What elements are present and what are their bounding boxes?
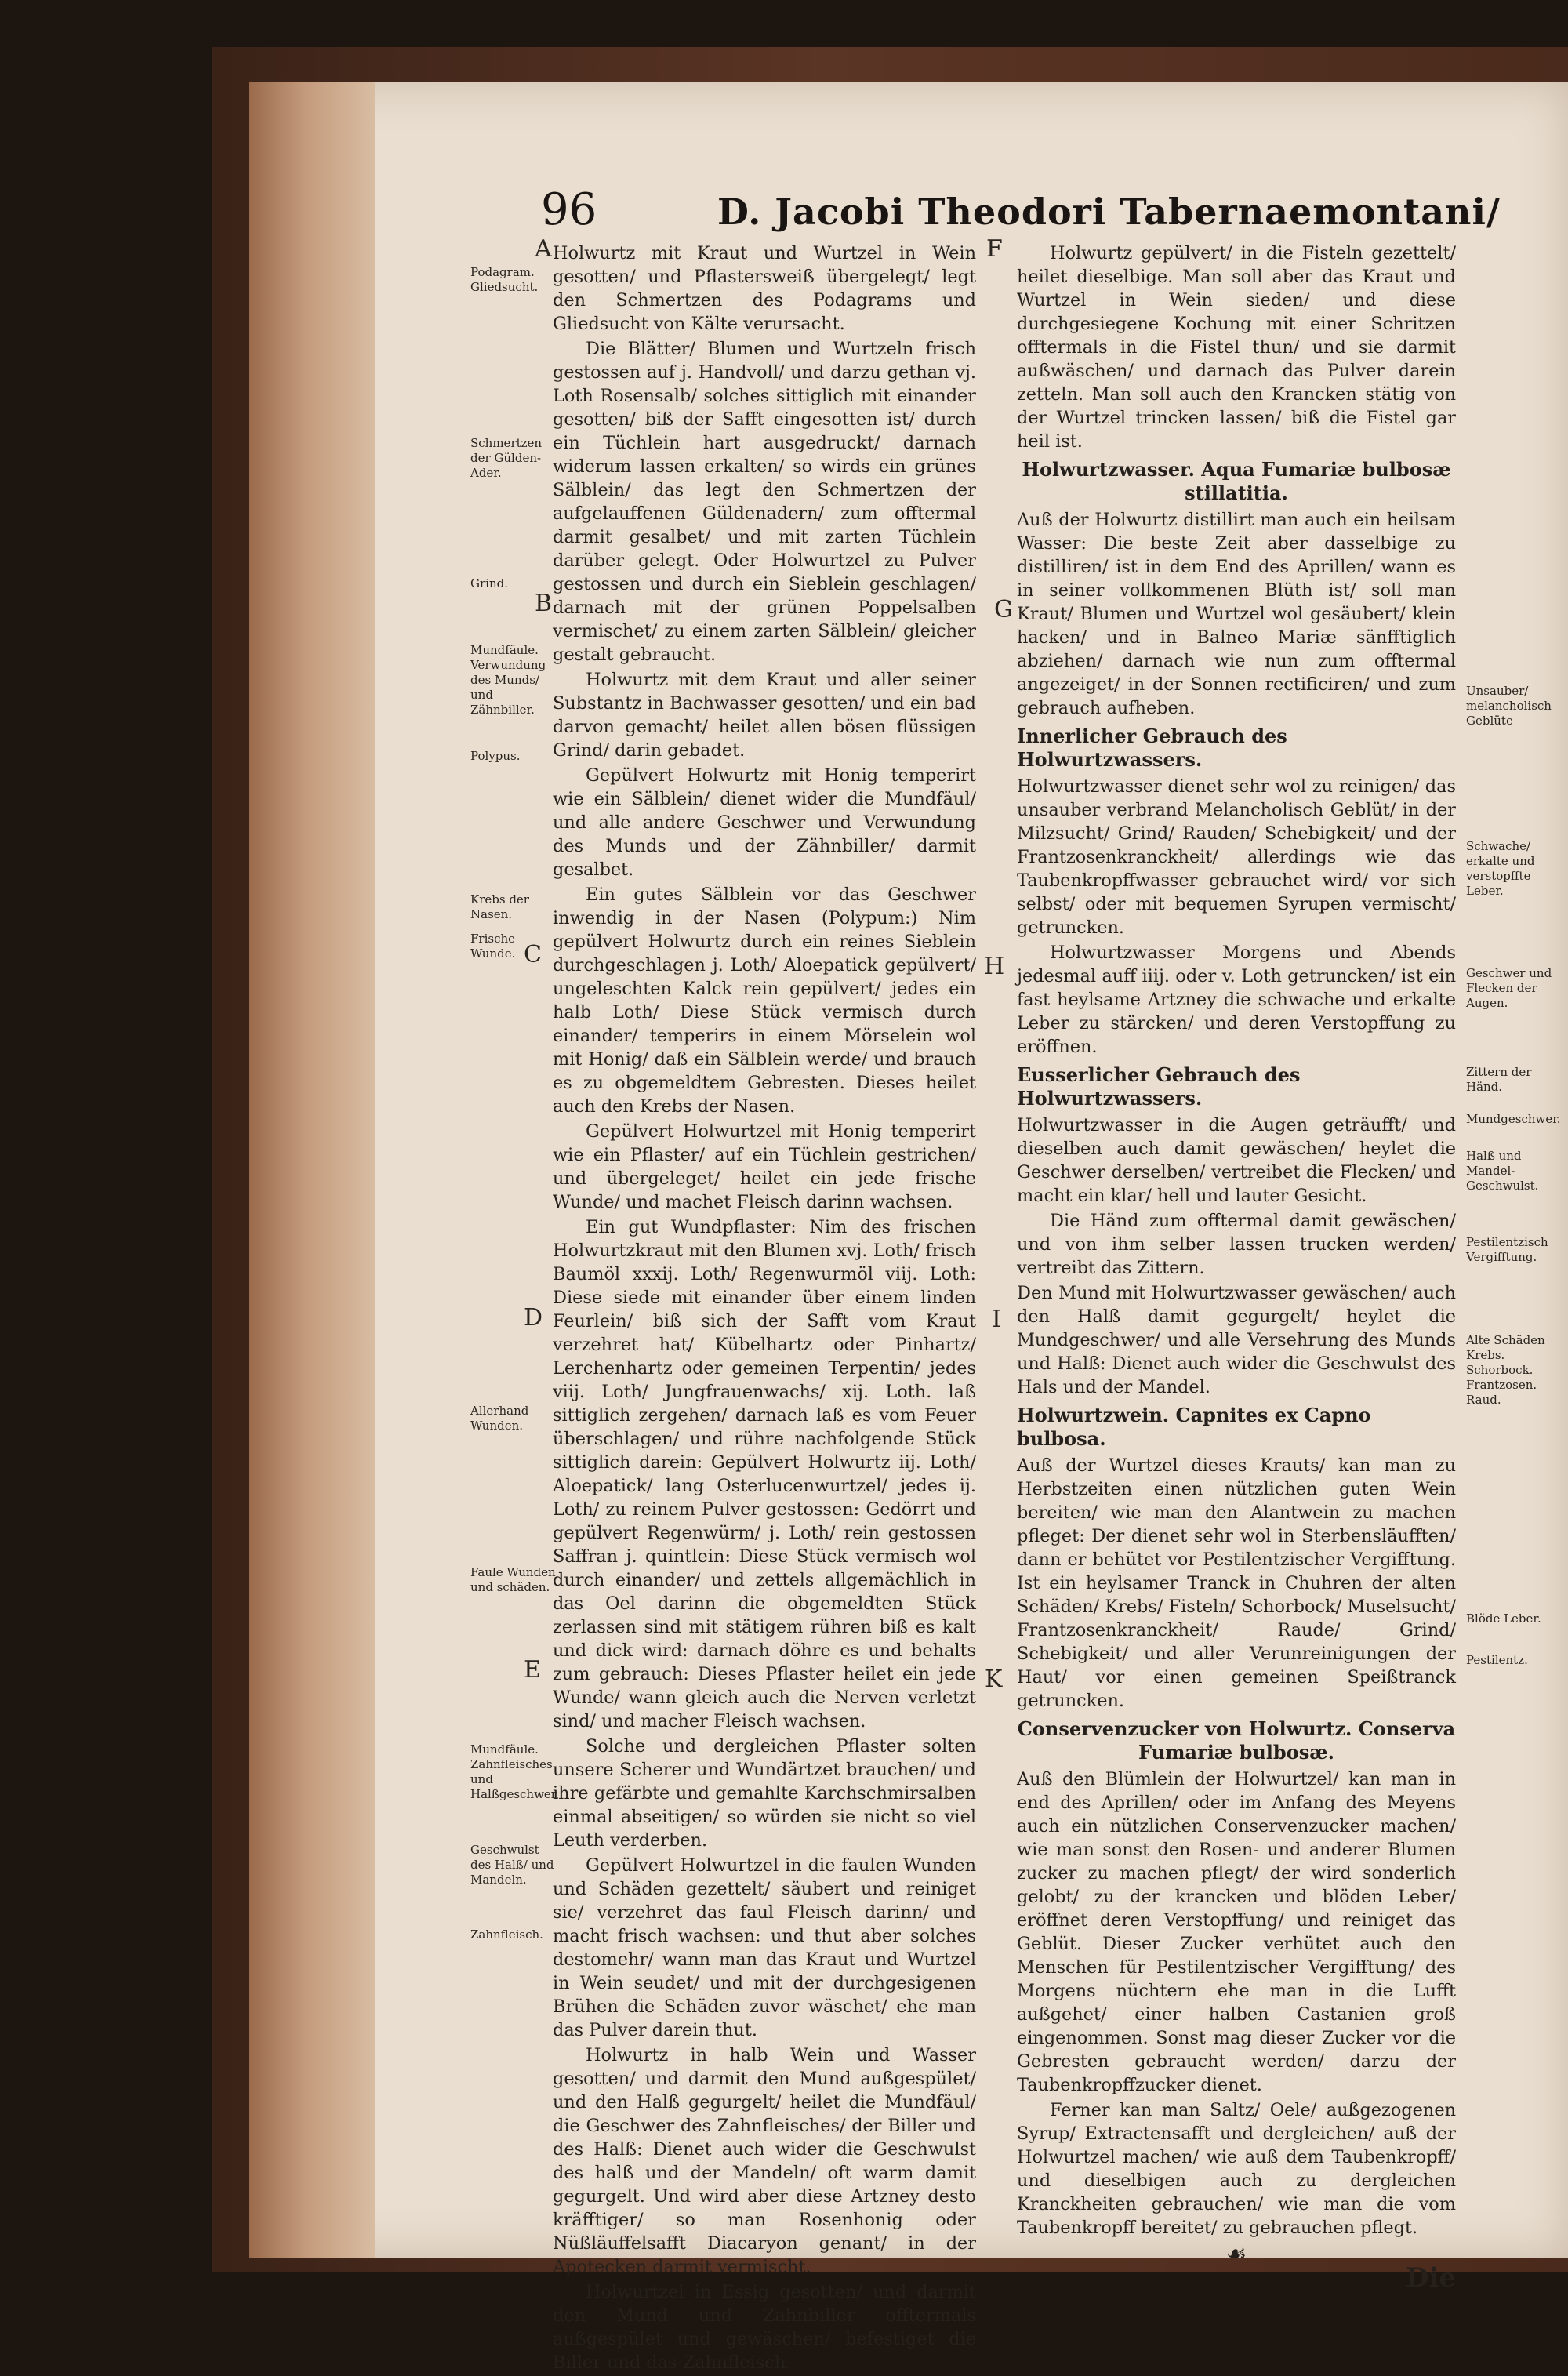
margin-note: Allerhand Wunden. — [470, 1404, 529, 1433]
paragraph: Holwurtz in halb Wein und Wasser gesotten/ und darmit den Mund außgespület/ und den Halß gegurgelt/ heilet die Mundfäul/ die Geschwer des Zahnfleisches/ der Biller und des Halß: Dienet auch wider die Geschwulst des halß und der Mandeln/ oft warm damit gegurgelt. Und wird aber diese Artzney desto kräfftiger/ so man Rosenhonig oder Nüßläuffelsafft Diacaryon genant/ in der Apotecken darmit vermischt. — [553, 2045, 976, 2277]
margin-note: Geschwulst des Halß/ und Mandeln. — [470, 1843, 554, 1887]
paragraph: Holwurtz mit dem Kraut und aller seiner Substantz in Bachwasser gesotten/ und ein bad darvon gemacht/ heilet allen bösen flüssigen Grind/ darin gebadet. — [553, 670, 976, 761]
section-letter-h: H — [984, 953, 1005, 980]
paragraph: Holwurtz gepülvert/ in die Fisteln gezettelt/ heilet dieselbige. Man soll aber das Kraut und Wurtzel in Wein sieden/ und diese durchgesiegene Kochung mit einer Schritzen offtermals in die Fistel thun/ und sie darmit außwäschen/ und darnach das Pulver darein zetteln. Man soll auch den Krancken stätig von der Wurtzel trincken lassen/ biß die Fistel gar heil ist. — [1017, 243, 1456, 452]
fleuron-ornament: ☙ — [1225, 2240, 1247, 2268]
margin-note: Zittern der Händ. — [1466, 1065, 1532, 1094]
margin-note: Alte Schäden Krebs. Schorbock. Frantzosen. Raud. — [1466, 1333, 1545, 1407]
paragraph: Holwurtz mit Kraut und Wurtzel in Wein gesotten/ und Pflastersweiß übergelegt/ legt den Schmertzen des Podagrams und Gliedsucht von Kälte verursacht. — [553, 243, 976, 334]
section-letter-i: I — [992, 1306, 1001, 1333]
margin-note: Frische Wunde. — [470, 932, 516, 961]
paragraph: Gepülvert Holwurtzel mit Honig temperirt wie ein Pflaster/ auf ein Tüchlein gestrichen/ und übergeleget/ heilet ein jede frische Wunde/ und machet Fleisch darinn wachsen. — [553, 1121, 976, 1212]
paragraph: Solche und dergleichen Pflaster solten unsere Scherer und Wundärtzet brauchen/ und ihre gefärbte und gemahlte Karchschmirsalben einmal abseitigen/ so würden sie nicht so viel Leuth verderben. — [553, 1736, 976, 1851]
section-heading: Conservenzucker von Holwurtz. Conserva Fumariæ bulbosæ. — [1017, 1717, 1456, 1764]
margin-note: Grind. — [470, 576, 508, 590]
margin-note: Blöde Leber. — [1466, 1611, 1541, 1626]
margin-note: Mundfäule. Verwundung des Munds/ und Zähnbiller. — [470, 643, 546, 717]
margin-note: Zahnfleisch. — [470, 1927, 543, 1942]
page-number: 96 — [541, 184, 597, 235]
running-title: D. Jacobi Theodori Tabernaemontani/ — [717, 191, 1501, 233]
paragraph: Holwurtzwasser dienet sehr wol zu reinigen/ das unsauber verbrand Melancholisch Geblüt/ in der Milzsucht/ Grind/ Rauden/ Schebigkeit/ und der Frantzosenkranckheit/ allerdings wie das Taubenkropffwasser gebrauchet wird/ vor sich selbst/ oder mit bequemen Syrupen vermischt/ getruncken. — [1017, 776, 1456, 938]
margin-note: Unsauber/ melancholisch Geblüte — [1466, 684, 1552, 728]
section-letter-d: D — [524, 1304, 543, 1332]
paragraph: Holwurtzwasser Morgens und Abends jedesmal auff iiij. oder v. Loth getruncken/ ist ein fast heylsame Artzney die schwache und erkalte Leber zu stärcken/ und deren Verstopffung zu eröffnen. — [1017, 943, 1456, 1057]
margin-note: Krebs der Nasen. — [470, 892, 529, 921]
section-letter-g: G — [994, 596, 1013, 623]
paragraph: Den Mund mit Holwurtzwasser gewäschen/ auch den Halß damit gegurgelt/ heylet die Mundgeschwer/ und alle Versehrung des Munds und Halß: Dienet auch wider die Geschwulst des Hals und der Mandel. — [1017, 1283, 1456, 1397]
margin-note: Pestilentzisch Vergifftung. — [1466, 1235, 1548, 1264]
paragraph: Auß den Blümlein der Holwurtzel/ kan man in end des Aprillen/ oder im Anfang des Meyens auch ein nützlichen Conservenzucker machen/ wie man sonst den Rosen- und anderer Blumen zucker zu machen pflegt/ der wird sonderlich gelobt/ zu der krancken und blöden Leber/ eröffnet deren Verstopffung/ und reiniget das Geblüt. Dieser Zucker verhütet auch den Menschen für Pestilentzischer Vergifftung/ des Morgens nüchtern ehe man in die Lufft außgehet/ einer halben Castanien groß eingenommen. Sonst mag dieser Zucker vor die Gebresten gebraucht werden/ darzu der Taubenkropffzucker dienet. — [1017, 1769, 1456, 2095]
paragraph: Auß der Wurtzel dieses Krauts/ kan man zu Herbstzeiten einen nützlichen guten Wein bereiten/ wie man den Alantwein zu machen pfleget: Der dienet sehr wol in Sterbensläufften/ dann er behütet vor Pestilentzischer Vergifftung. Ist ein heylsamer Tranck in Chuhren der alten Schäden/ Krebs/ Fisteln/ Schorbock/ Muselsucht/ Frantzosenkranckheit/ Raude/ Grind/ Schebigkeit/ und aller Verunreinigungen der Haut/ vor einen gemeinen Speißtranck getruncken. — [1017, 1455, 1456, 1711]
left-text-column — [553, 242, 976, 2376]
section-letter-e: E — [524, 1656, 541, 1684]
paragraph: Die Blätter/ Blumen und Wurtzeln frisch gestossen auf j. Handvoll/ und darzu gethan vj. Loth Rosensalb/ solches sittiglich mit einander gesotten/ biß der Safft eingesotten ist/ durch ein Tüchlein hart ausgedruckt/ darnach widerum lassen erkalten/ so wirds ein grünes Sälblein/ das legt den Schmertzen der aufgelauffenen Güldenadern/ zum offtermal darmit gesalbet/ und mit zarten Tüchlein darüber gelegt. Oder Holwurtzel zu Pulver gestossen und durch ein Sieblein geschlagen/ darnach mit der grünen Poppelsalben vermischet/ zu einem zarten Sälblein/ gleicher gestalt gebraucht. — [553, 339, 976, 665]
paragraph: Auß der Holwurtz distillirt man auch ein heilsam Wasser: Die beste Zeit aber dasselbige zu distilliren/ ist in dem End des Aprillen/ wann es in seiner vollkommenen Blüth ist/ soll man Kraut/ Blumen und Wurtzel wol gesäubert/ klein hacken/ und in Balneo Mariæ sänfftiglich abziehen/ darnach wie nun zum offtermal angezeiget/ in der Sonnen rectificiren/ und zum gebrauch aufheben. — [1017, 510, 1456, 718]
margin-note: Schwache/ erkalte und verstopffte Leber. — [1466, 839, 1535, 898]
paragraph: Holwurtzwasser in die Augen geträufft/ und dieselben auch damit gewäschen/ heylet die Geschwer derselben/ vertreibet die Flecken/ und macht ein klar/ hell und lauter Gesicht. — [1017, 1115, 1456, 1206]
margin-note: Schmertzen der Gülden-Ader. — [470, 436, 543, 480]
paragraph: Ferner kan man Saltz/ Oele/ außgezogenen Syrup/ Extractensafft und dergleichen/ auß der Holwurtzel machen/ wie auß dem Taubenkropff/ und dieselbigen auch zu dergleichen Kranckheiten gebrauchen/ wie man die vom Taubenkropff bereitet/ zu gebrauchen pflegt. — [1017, 2100, 1456, 2238]
margin-note: Halß und Mandel-Geschwulst. — [1466, 1149, 1539, 1193]
paragraph: Ein gutes Sälblein vor das Geschwer inwendig in der Nasen (Polypum:) Nim gepülvert Holwurtz durch ein reines Sieblein durchgeschlagen j. Loth/ Aloepatick gepülvert/ ungeleschten Kalck rein gepülvert/ jedes ein halb Loth/ Diese Stück vermisch durch einander/ temperirs in einem Mörselein wol mit Honig/ daß ein Sälblein werde/ und brauch es zu obgemeldtem Gebresten. Dieses heilet auch den Krebs der Nasen. — [553, 885, 976, 1117]
margin-note: Pestilentz. — [1466, 1653, 1528, 1667]
section-heading: Eusserlicher Gebrauch des Holwurtzwassers. — [1017, 1063, 1301, 1110]
paragraph: Gepülvert Holwurtzel in die faulen Wunden und Schäden gezettelt/ säubert und reiniget sie/ verzehret das faul Fleisch darinn/ und macht frisch wachsen: und thut aber solches destomehr/ wann man das Kraut und Wurtzel in Wein seudet/ und mit der durchgesigenen Brühen die Schäden zuvor wäschet/ ehe man das Pulver darein thut. — [553, 1855, 976, 2040]
margin-note: Mundgeschwer. — [1466, 1112, 1561, 1126]
margin-note: Faule Wunden und schäden. — [470, 1565, 556, 1594]
margin-note: Mundfäule. Zahnfleisches und Halßgeschwer. — [470, 1742, 560, 1801]
section-letter-a: A — [535, 235, 552, 263]
section-heading: Holwurtzwein. Capnites ex Capno bulbosa. — [1017, 1404, 1371, 1450]
margin-note: Polypus. — [470, 749, 521, 763]
section-heading: Innerlicher Gebrauch des Holwurtzwassers. — [1017, 725, 1287, 771]
section-letter-k: K — [985, 1666, 1003, 1693]
margin-note: Podagram. Gliedsucht. — [470, 265, 539, 294]
paragraph: Gepülvert Holwurtz mit Honig temperirt wie ein Sälblein/ dienet wider die Mundfäul/ und alle andere Geschwer und Verwundung des Munds und der Zähnbiller/ darmit gesalbet. — [553, 765, 976, 880]
section-letter-c: C — [524, 941, 542, 968]
paragraph: Holwurtzel in Essig gesotten/ und darmit den Mund und Zahnbiller offtermals außgespület und gewäschen/ befestiget die Biller und das Zahnfleisch. — [553, 2282, 976, 2373]
catchword: Die — [1405, 2262, 1456, 2294]
section-letter-b: B — [535, 590, 553, 617]
section-letter-f: F — [986, 235, 1003, 263]
paragraph: Die Händ zum offtermal damit gewäschen/ und von ihm selber lassen trucken werden/ vertreibt das Zittern. — [1017, 1211, 1456, 1278]
section-heading: Holwurtzwasser. Aqua Fumariæ bulbosæ stillatitia. — [1022, 458, 1451, 504]
paragraph: Ein gut Wundpflaster: Nim des frischen Holwurtzkraut mit den Blumen xvj. Loth/ frisch Baumöl xxxij. Loth/ Regenwurmöl viij. Loth: Diese siede mit einander über einem linden Feurlein/ biß sich der Safft vom Kraut verzehret hat/ Kübelhartz oder Pinhartz/ Lerchenhartz oder gemeinen Terpentin/ jedes viij. Loth/ Jungfrauenwachs/ xij. Loth. laß sittiglich zergehen/ darnach laß es vom Feuer überschlagen/ und rühre nachfolgende Stück sittiglich darein: Gepülvert Holwurtz iij. Loth/ Aloepatick/ lang Osterlucenwurtzel/ jedes ij. Loth/ zu reinem Pulver gestossen: Gedörrt und gepülvert Regenwürm/ j. Loth/ rein gestossen Saffran j. quintlein: Diese Stück vermisch wol durch einander/ und zettels allgemächlich in das Oel darinn die obgemeldten Stück zerlassen sind mit stätigem rühren biß es kalt und dick wird: darnach döhre es und behalts zum gebrauch: Dieses Pflaster heilet ein jede Wunde/ wann gleich auch die Nerven verletzt sind/ und macher Fleisch wachsen. — [553, 1217, 976, 1731]
margin-note: Geschwer und Flecken der Augen. — [1466, 966, 1552, 1010]
right-text-column — [1017, 242, 1456, 2294]
page-gutter-strip — [249, 82, 375, 2258]
